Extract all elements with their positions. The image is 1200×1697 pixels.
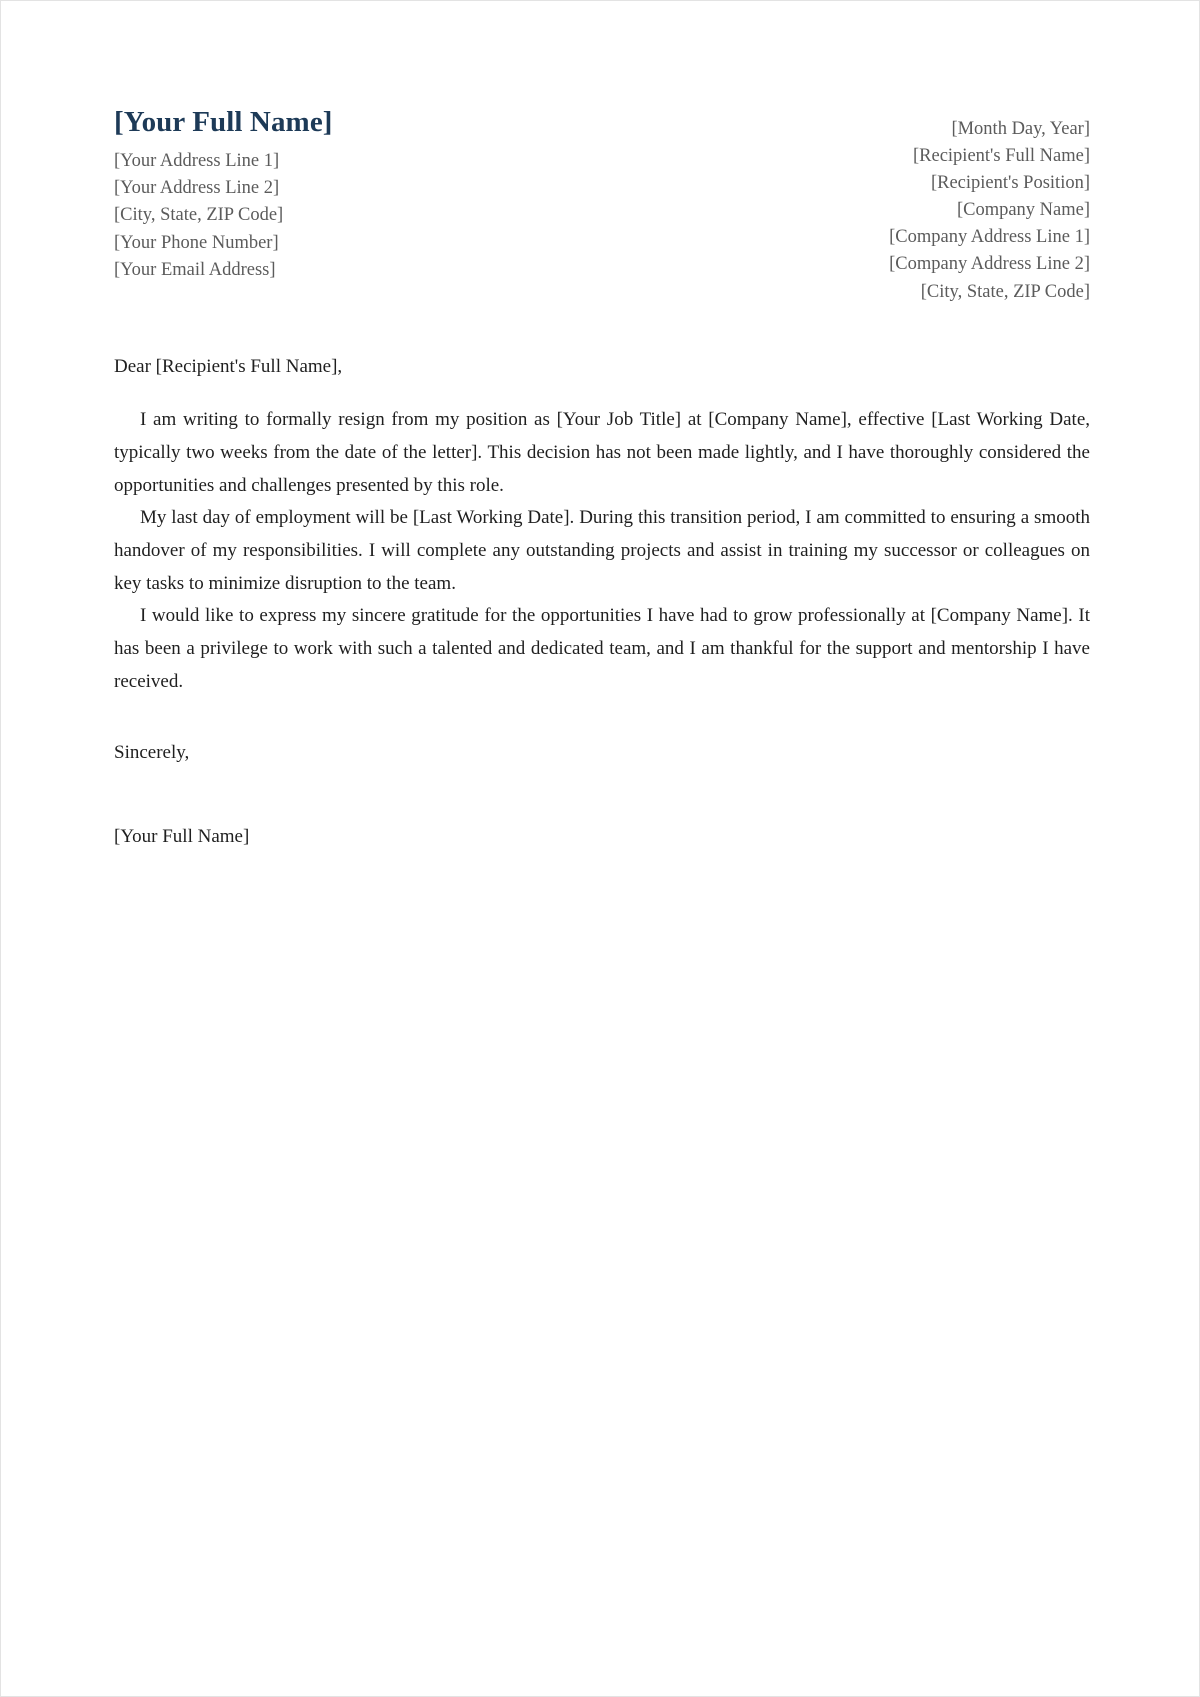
sender-address-line: [Your Address Line 2] (114, 178, 280, 199)
sender-phone-line: [Your Phone Number] (114, 232, 279, 253)
recipient-city-state-zip: [City, State, ZIP Code] (920, 281, 1090, 302)
body-paragraph-2: My last day of employment will be [Last Working Date]. During this transition period, I am committed to ensuring a smooth handover of my responsibilities. I will complete any outstanding projects and assist in training my successor or colleagues on key tasks to minimize disruption to the team. (114, 507, 1090, 594)
salutation: Dear [Recipient's Full Name], (114, 355, 343, 377)
recipient-company-name: [Company Name] (956, 200, 1090, 221)
recipient-name: [Recipient's Full Name] (913, 146, 1090, 167)
body-paragraph-3: I would like to express my sincere gratitude for the opportunities I have had to grow professionally at [Company Name]. It has been a privilege to work with such a talented and dedicated team, and I am thankful for the support and mentorship I have received. (114, 605, 1090, 692)
letterhead (114, 1, 1090, 306)
closing-salutation: Sincerely, (114, 742, 190, 764)
recipient-address-block (650, 105, 1090, 306)
letter-content-area (114, 1, 1090, 851)
signature-name: [Your Full Name] (114, 825, 250, 847)
sender-address-block (114, 105, 544, 284)
sender-address-line: [Your Address Line 1] (114, 151, 280, 172)
recipient-position: [Recipient's Position] (930, 173, 1090, 194)
recipient-address-line: [Company Address Line 2] (889, 254, 1090, 275)
sender-address-line: [City, State, ZIP Code] (114, 205, 284, 226)
sender-name: [Your Full Name] (114, 106, 333, 138)
sender-email-line: [Your Email Address] (114, 259, 276, 280)
letter-date: [Month Day, Year] (951, 119, 1090, 139)
letter-body (114, 353, 1090, 852)
recipient-address-line: [Company Address Line 1] (889, 227, 1090, 248)
body-paragraph-1: I am writing to formally resign from my position as [Your Job Title] at [Company Name], effective [Last Working Date, typically two weeks from the date of the letter]. This decision has not been made lightly, and I have thoroughly considered the opportunities and challenges presented by this role. (114, 409, 1090, 496)
